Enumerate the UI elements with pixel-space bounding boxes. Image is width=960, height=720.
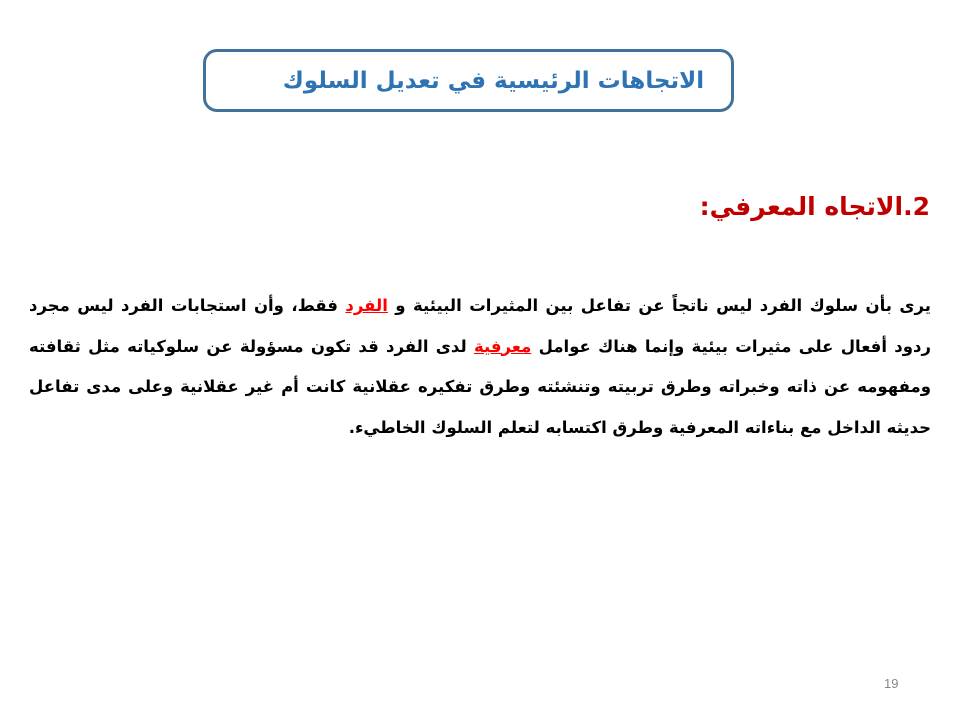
paragraph-segment-1: يرى بأن سلوك الفرد ليس ناتجاً عن تفاعل بين المثيرات البيئية و [387, 296, 931, 315]
highlight-word-cognitive: معرفية [473, 336, 532, 356]
body-paragraph [29, 286, 931, 448]
section-heading [700, 192, 930, 221]
section-number: 2. [903, 192, 930, 221]
highlight-word-individual: الفرد [345, 296, 388, 315]
slide-title: الاتجاهات الرئيسية في تعديل السلوك [282, 67, 705, 94]
paragraph-segment-3: لدى الفرد قد تكون مسؤولة عن سلوكياته مثل ثقافته ومفهومه عن ذاته وخبراته وطرق تربيته وتنشئته وطرق تفكيره عقلانية كانت أم غير عقلانية وعلى مدى تفاعل حديثه الداخل مع بناءاته المعرفية وطرق اكتسابه لتعلم السلوك الخاطيء. [29, 336, 931, 437]
section-heading-text: الاتجاه المعرفي: [699, 192, 904, 221]
title-box [203, 49, 734, 112]
page-number: 19 [884, 676, 899, 691]
paragraph-segment-2: فقط، وأن استجابات الفرد ليس مجرد ردود أفعال على مثيرات بيئية وإنما هناك عوامل [29, 296, 931, 356]
